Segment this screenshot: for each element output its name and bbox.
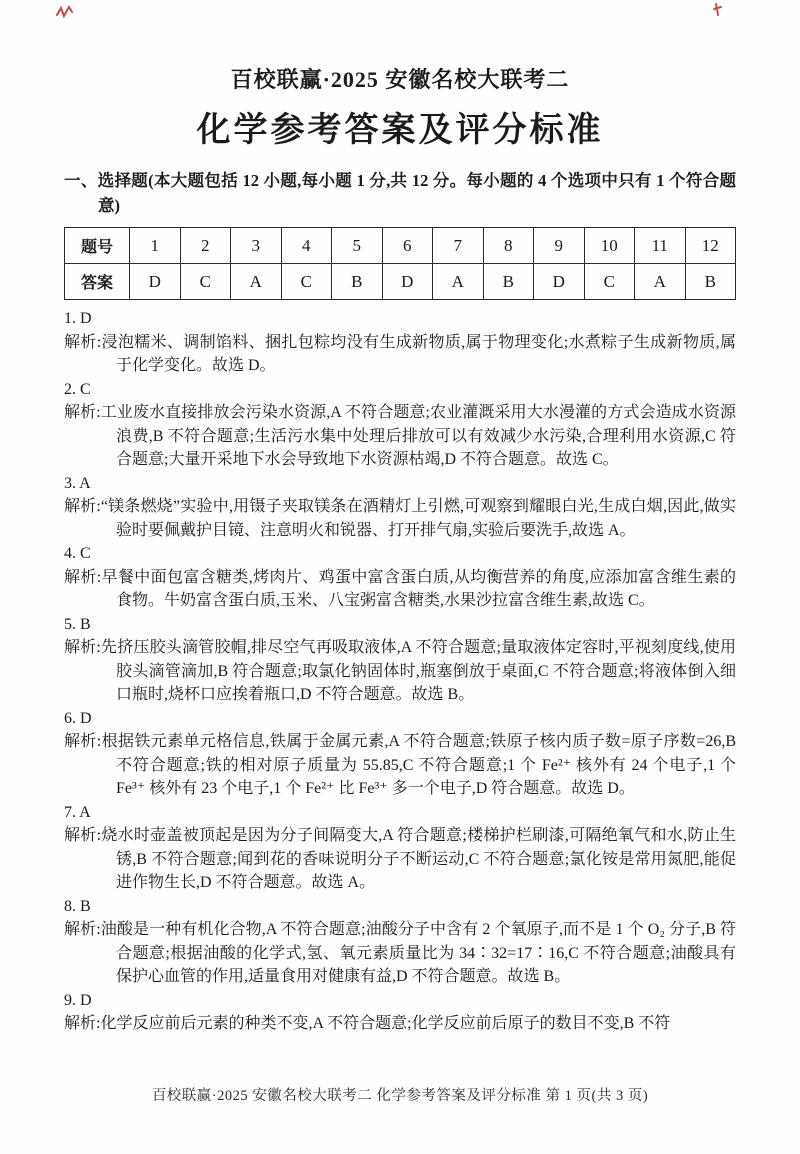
explanation-paragraph [64,918,736,989]
red-stamp-stroke [57,7,72,16]
explanation-text: 烧水时壶盖被顶起是因为分子间隔变大,A 符合题意;楼梯护栏刷漆,可隔绝氧气和水,防止生锈,B 不符合题意;闻到花的香味说明分子不断运动,C 不符合题意;氯化铵是常用氮肥,能促进作物生长,D 不符合题意。故选 A。 [101,827,736,891]
answer-cell: A [433,264,484,300]
answer-cell: A [635,264,686,300]
explanation-text: 先挤压胶头滴管胶帽,排尽空气再吸取液体,A 不符合题意;量取液体定容时,平视刻度线,使用胶头滴管滴加,B 符合题意;取氯化钠固体时,瓶塞倒放于桌面,C 不符合题意;将液体倒入细口瓶时,烧杯口应挨着瓶口,D 不符合题意。故选 B。 [100,639,737,703]
question-number-cell: 3 [231,228,282,264]
explanation-question-4 [64,542,736,613]
answer-table [64,227,736,300]
answer-cell: C [180,264,231,300]
answer-cell: C [281,264,332,300]
question-number-cell: 2 [180,228,231,264]
question-number-row-header: 题号 [65,228,130,264]
question-number-cell: 6 [382,228,433,264]
explanation-prefix: 解析: [64,733,102,750]
explanation-question-1 [64,307,736,378]
explanation-prefix: 解析: [64,498,101,515]
question-number-cell: 9 [534,228,585,264]
explanation-prefix: 解析: [64,921,101,938]
answer-cell: B [685,264,736,300]
explanation-paragraph [64,566,736,613]
explanation-text: “镁条燃烧”实验中,用镊子夹取镁条在酒精灯上引燃,可观察到耀眼白光,生成白烟,因此,做实验时要佩戴护目镜、注意明火和锐器、打开排气扇,实验后要洗手,故选 A。 [100,498,736,539]
question-answer-label: 8. B [64,897,91,915]
question-answer-label: 5. B [64,615,91,633]
question-number-cell: 7 [433,228,484,264]
explanation-text: 工业废水直接排放会污染水资源,A 不符合题意;农业灌溉采用大水漫灌的方式会造成水资源浪费,B 不符合题意;生活污水集中处理后排放可以有效减少水污染,合理利用水资源,C 符合题意;大量开采地下水会导致地下水资源枯竭,D 不符合题意。故选 C。 [100,404,736,468]
explanation-question-3 [64,472,736,543]
question-answer-label: 7. A [64,803,91,821]
question-answer-label: 1. D [64,310,92,327]
section-heading-multiple-choice: 一、选择题(本大题包括 12 小题,每小题 1 分,共 12 分。每小题的 4 个选项中只有 1 个符合题意) [64,171,736,215]
question-number-row [65,228,736,264]
answer-cell: A [231,264,282,300]
explanation-prefix: 解析: [64,1015,101,1032]
explanation-paragraph [64,495,736,542]
question-number-cell: 1 [130,228,181,264]
question-number-cell: 5 [332,228,383,264]
question-number-cell: 12 [685,228,736,264]
question-number-cell: 4 [281,228,332,264]
answer-cell: B [332,264,383,300]
explanation-question-9 [64,989,736,1036]
answer-row [65,264,736,300]
question-answer-label: 9. D [64,991,92,1009]
explanation-text: 浸泡糯米、调制馅料、捆扎包粽均没有生成新物质,属于物理变化;水煮粽子生成新物质,属于化学变化。故选 D。 [101,333,736,374]
answer-row-header: 答案 [65,264,130,300]
question-answer-label: 2. C [64,380,91,398]
answer-cell: D [130,264,181,300]
explanation-text: 早餐中面包富含糖类,烤肉片、鸡蛋中富含蛋白质,从均衡营养的角度,应添加富含维生素的食物。牛奶富含蛋白质,玉米、八宝粥富含糖类,水果沙拉富含维生素,故选 C。 [101,568,736,609]
explanation-prefix: 解析: [64,333,102,351]
question-answer-label: 6. D [64,709,92,727]
explanation-question-7 [64,801,736,895]
explanation-question-8 [64,895,736,989]
explanation-question-6 [64,707,736,801]
answer-cell: D [534,264,585,300]
answer-cell: D [382,264,433,300]
red-stamp-mark-top-left [56,5,74,24]
explanation-text: 化学反应前后元素的种类不变,A 不符合题意;化学反应前后原子的数目不变,B 不符 [100,1015,671,1032]
question-answer-label: 3. A [64,474,91,492]
explanation-question-2 [64,378,736,472]
explanation-text: 根据铁元素单元格信息,铁属于金属元素,A 不符合题意;铁原子核内质子数=原子序数=26,B 不符合题意;铁的相对原子质量为 55.85,C 不符合题意;1 个 Fe²⁺ 核外有 24 个电子,1 个 Fe³⁺ 核外有 23 个电子,1 个 Fe²⁺ 比 Fe³⁺ 多一个电子,D 符合题意。故选 D。 [101,733,736,797]
explanation-paragraph [64,401,736,472]
question-answer-label: 4. C [64,545,91,562]
question-number-cell: 8 [483,228,534,264]
question-number-cell: 11 [635,228,686,264]
page-footer: 百校联赢·2025 安徽名校大联考二 化学参考答案及评分标准 第 1 页(共 3 页) [151,1088,649,1104]
explanation-question-5 [64,613,736,707]
explanation-paragraph [64,730,736,801]
red-stamp-mark-top-right [712,2,724,23]
exam-series-subtitle: 百校联赢·2025 安徽名校大联考二 [230,67,570,92]
page-title: 化学参考答案及评分标准 [196,112,604,149]
answer-cell: C [584,264,635,300]
red-stamp-stroke [714,4,721,15]
explanation-paragraph [64,636,736,707]
explanation-text: 油酸是一种有机化合物,A 不符合题意;油酸分子中含有 2 个氧原子,而不是 1 个 O₂ 分子,B 符合题意;根据油酸的化学式,氢、氧元素质量比为 34∶32=17∶16,C 不符合题意;油酸具有保护心血管的作用,适量食用对健康有益,D 不符合题意。故选 B。 [100,921,736,985]
explanation-paragraph [64,331,736,378]
explanation-paragraph [64,824,736,895]
explanation-prefix: 解析: [64,404,101,421]
explanation-prefix: 解析: [64,568,102,586]
explanation-prefix: 解析: [64,639,101,656]
explanation-prefix: 解析: [64,827,102,844]
question-number-cell: 10 [584,228,635,264]
explanation-paragraph [64,1012,736,1036]
answer-cell: B [483,264,534,300]
